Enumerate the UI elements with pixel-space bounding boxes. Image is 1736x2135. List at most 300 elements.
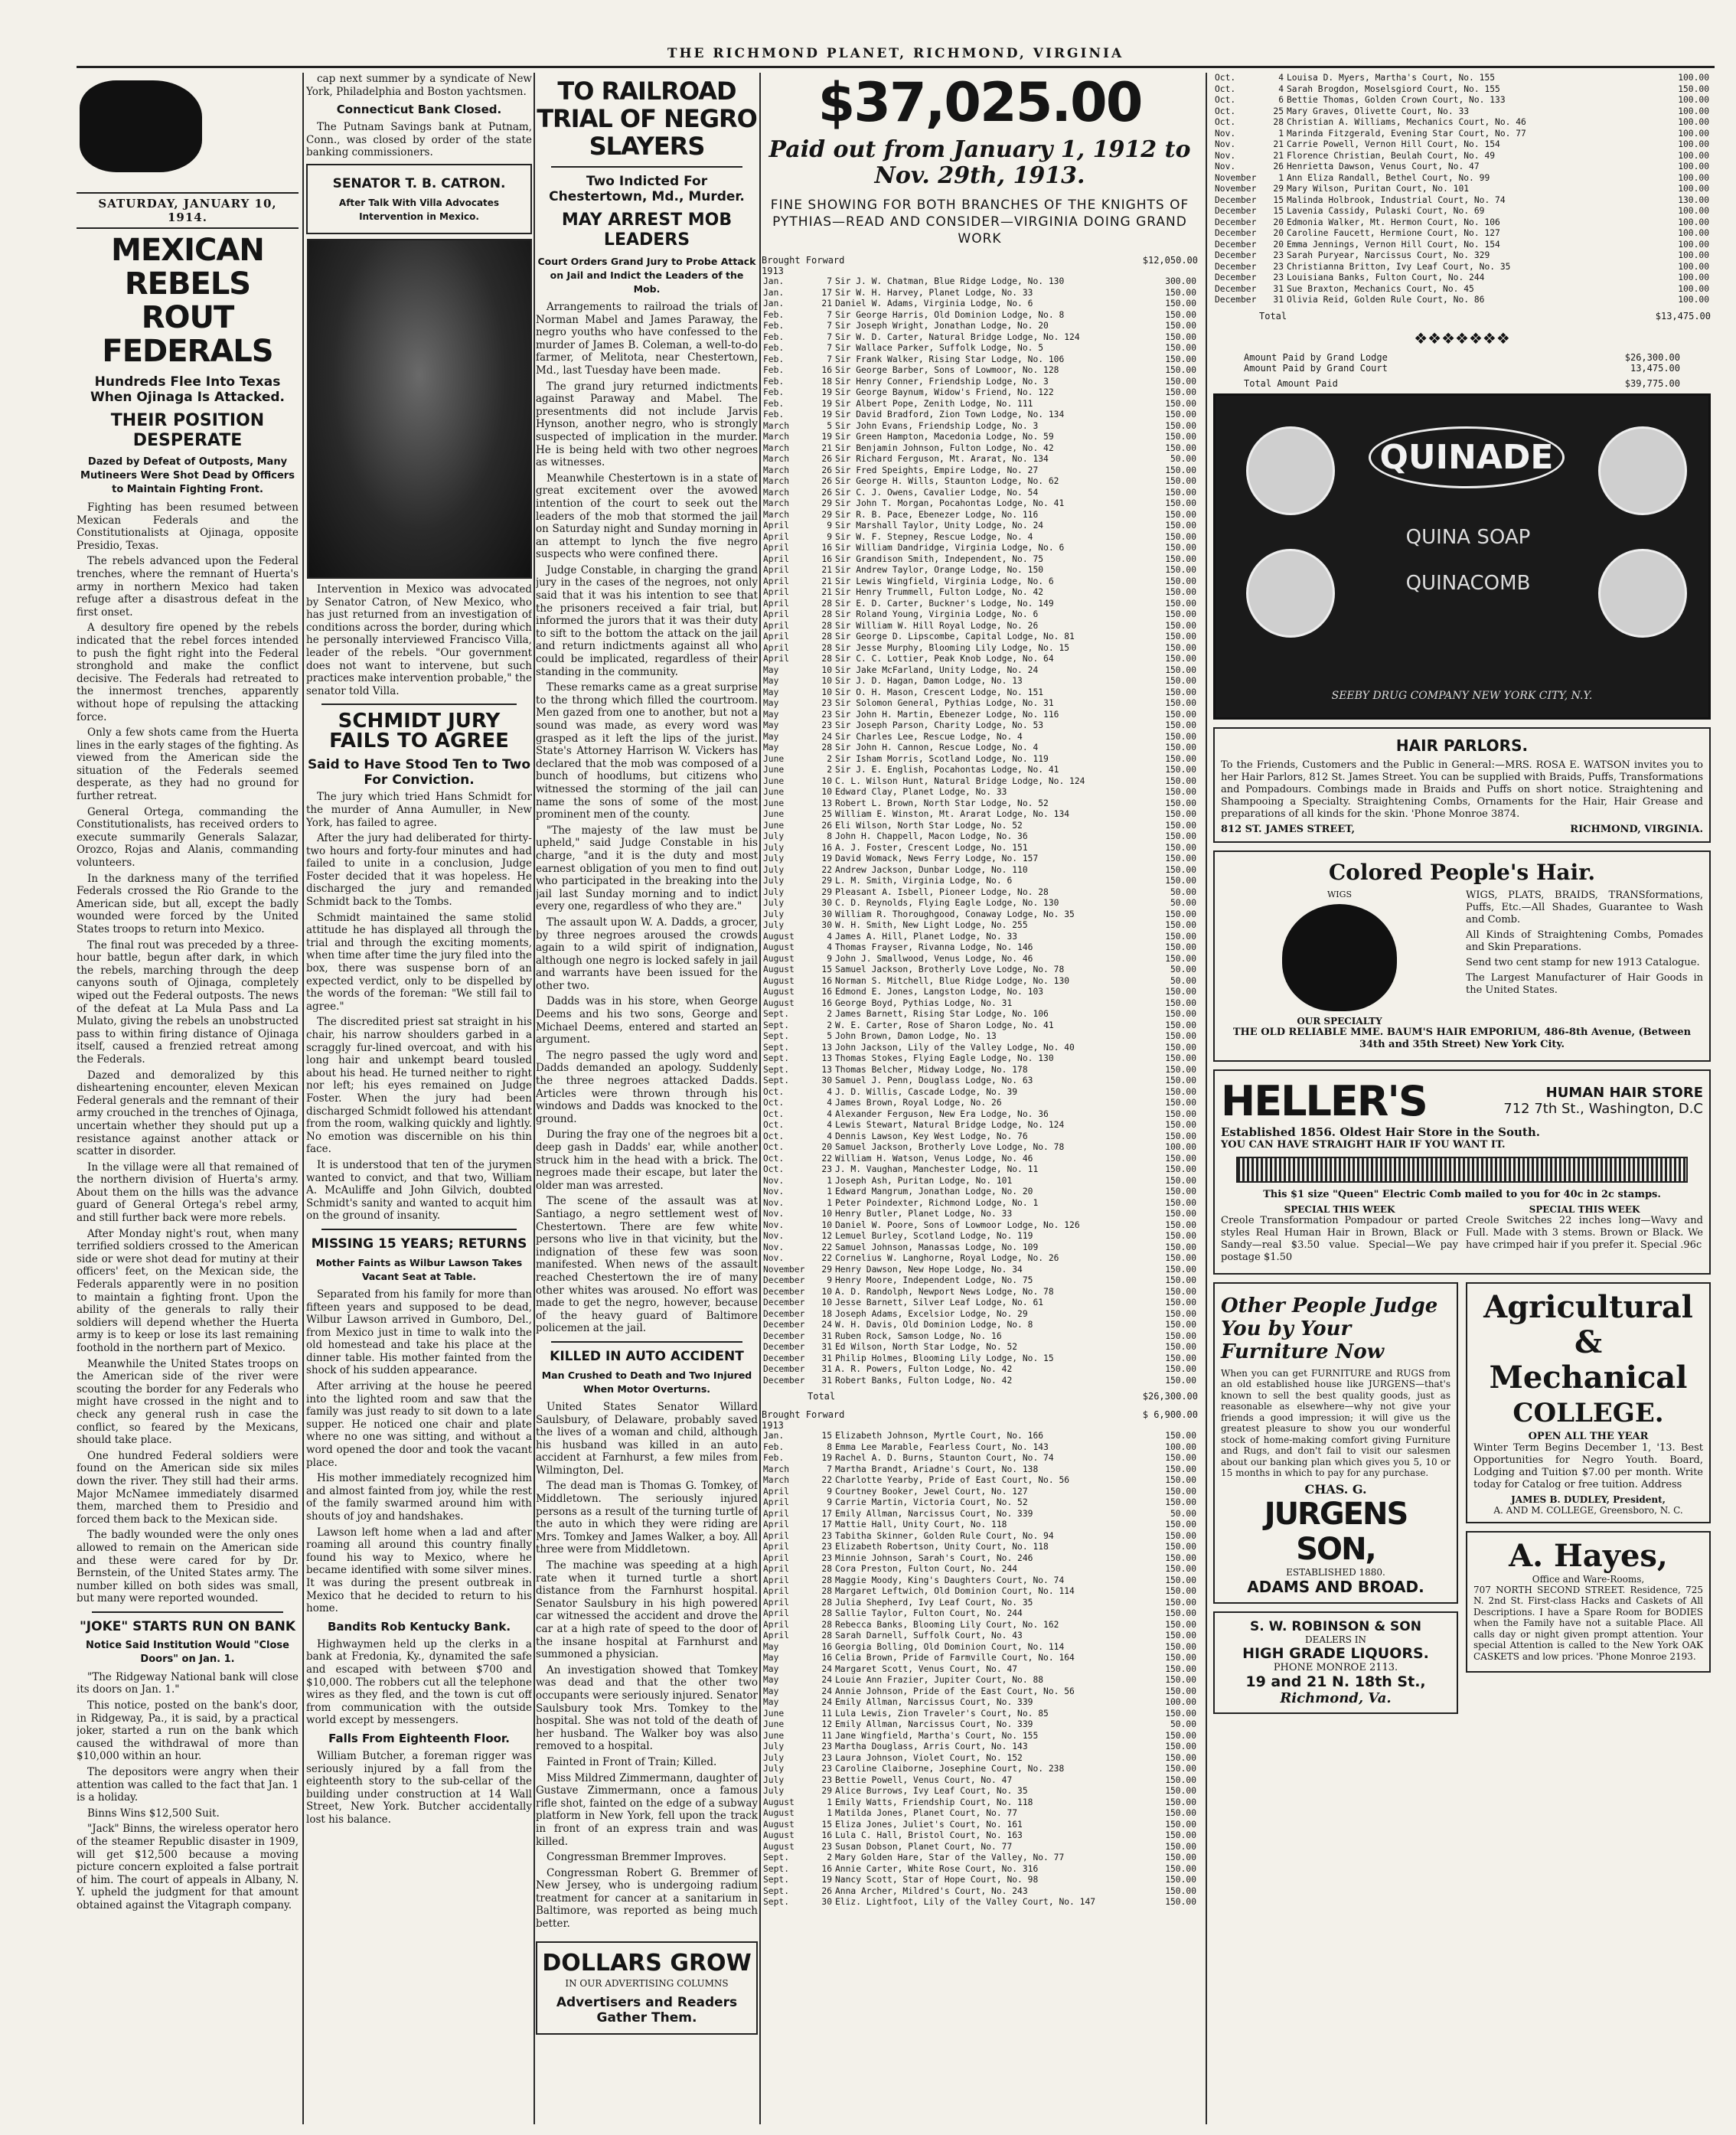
payment-day: 28	[821, 1564, 832, 1574]
payment-month: May	[763, 1686, 779, 1696]
hair-parlors-title: HAIR PARLORS.	[1395, 736, 1529, 755]
payment-row	[762, 710, 1198, 721]
payment-month: August	[763, 942, 795, 952]
payment-day: 22	[821, 1242, 832, 1252]
payment-amount: 150.00	[1165, 287, 1196, 298]
bf2-label: Brought Forward	[762, 1409, 845, 1420]
payment-month: Feb.	[763, 343, 785, 353]
payment-month: May	[763, 720, 779, 730]
payment-day: 10	[821, 664, 832, 675]
payment-row	[762, 1797, 1198, 1809]
payment-month: June	[763, 775, 785, 786]
payment-row	[762, 343, 1198, 354]
payment-month: March	[763, 432, 790, 442]
ink-smear	[80, 80, 202, 172]
payment-name: William H. Watson, Venus Lodge, No. 46	[835, 1153, 1033, 1164]
payment-row	[762, 1331, 1198, 1343]
jurgens-text: When you can get FURNITURE and RUGS from an old established house like JURGENS—that's known to sell the best quality goods, just as reasonable as elsewhere—why not give your friends a good impression; it will give us the greatest pleasure to show you our wonderful stock of home-making comfort giving Furniture and Rugs, and don't fail to visit our salesmen about our banking plan which gives you 5, 10 or 15 months in which to pay for any purchase.	[1221, 1367, 1450, 1478]
payment-row	[762, 1231, 1198, 1242]
payment-name: William E. Winston, Mt. Ararat Lodge, No. 134	[835, 809, 1070, 819]
payment-month: Feb.	[763, 365, 785, 375]
payment-row	[1213, 106, 1711, 118]
payment-name: Sallie Taylor, Fulton Court, No. 244	[835, 1608, 1023, 1618]
payment-amount: 150.00	[1165, 1108, 1196, 1119]
payment-month: July	[763, 1742, 785, 1751]
payment-row	[762, 920, 1198, 932]
payment-name: Sir Joseph Parson, Charity Lodge, No. 53	[835, 720, 1044, 730]
payment-row	[762, 1531, 1198, 1542]
payment-name: Sir Marshall Taylor, Unity Lodge, No. 24	[835, 521, 1044, 530]
payment-row	[762, 798, 1198, 810]
payment-name: Lula C. Hall, Bristol Court, No. 163	[835, 1830, 1023, 1840]
payment-amount: 150.00	[1165, 1076, 1196, 1085]
payment-day: 22	[821, 1153, 832, 1164]
headline-joke-bank: "JOKE" STARTS RUN ON BANK	[79, 1618, 296, 1634]
subhead-schmidt: Said to Have Stood Ten to Two For Conviction.	[307, 757, 531, 788]
payment-day: 31	[1273, 283, 1284, 294]
payment-amount: 150.00	[1165, 743, 1196, 752]
payment-month: April	[763, 1497, 790, 1507]
payment-month: April	[763, 576, 790, 586]
payment-amount: 150.00	[1165, 1120, 1196, 1130]
payment-row	[762, 1475, 1198, 1487]
payment-month: August	[763, 975, 795, 986]
payment-amount: 150.00	[1165, 1631, 1196, 1640]
payment-amount: 150.00	[1165, 1530, 1196, 1541]
payment-name: Eliza Jones, Juliet's Court, No. 161	[835, 1819, 1023, 1830]
yacht-text: cap next summer by a syndicate of New York, Philadelphia and Boston yachtsmen.	[306, 73, 532, 98]
payment-amount: 150.00	[1165, 1730, 1196, 1741]
payment-day: 23	[821, 1774, 832, 1785]
paragraph: During the fray one of the negroes bit a deep gash in Dadds' ear, while another struck him in the head with a brick. The negroes made their escape, but later the older man was arrested.	[536, 1128, 758, 1192]
payment-month: April	[763, 587, 790, 597]
subhead-mob-leaders: MAY ARREST MOB LEADERS	[561, 211, 733, 250]
payment-amount: 150.00	[1678, 83, 1709, 94]
payment-name: Daniel W. Adams, Virginia Lodge, No. 6	[835, 299, 1033, 308]
payment-month: April	[763, 609, 790, 619]
payment-row	[762, 887, 1198, 899]
payment-row	[762, 387, 1198, 399]
payment-amount: 100.00	[1678, 95, 1709, 105]
payment-row	[762, 1753, 1198, 1764]
payment-amount: 150.00	[1165, 1053, 1196, 1063]
payment-row	[762, 1043, 1198, 1054]
payment-name: Sir C. J. Owens, Cavalier Lodge, No. 54	[835, 487, 1039, 498]
payment-month: Nov.	[1215, 128, 1236, 139]
payment-name: Henry Butler, Planet Lodge, No. 33	[835, 1209, 1013, 1219]
payment-name: Annie Carter, White Rose Court, No. 316	[835, 1863, 1039, 1874]
payment-name: David Womack, News Ferry Lodge, No. 157	[835, 854, 1039, 863]
payment-day: 29	[821, 886, 832, 897]
payment-month: Jan.	[763, 287, 785, 298]
payment-name: Emily Watts, Friendship Court, No. 118	[835, 1797, 1033, 1807]
payment-month: April	[763, 632, 790, 641]
payment-amount: 150.00	[1165, 1641, 1196, 1652]
payment-amount: 150.00	[1165, 1275, 1196, 1285]
colored-hair-list: WIGS, PLATS, BRAIDS, TRANSformations, Puffs, Etc.—All Shades, Guarantee to Wash and Comb.	[1466, 889, 1703, 925]
payment-month: Sept.	[763, 1853, 790, 1862]
payment-amount: 150.00	[1165, 664, 1196, 675]
payment-month: March	[763, 476, 790, 486]
payment-day: 20	[1273, 217, 1284, 227]
payment-amount: 150.00	[1165, 1187, 1196, 1196]
payment-day: 1	[827, 1187, 832, 1196]
payment-month: July	[763, 854, 785, 863]
payment-amount: 150.00	[1165, 531, 1196, 542]
hayes-name: A. Hayes,	[1509, 1537, 1668, 1574]
payment-row	[762, 609, 1198, 621]
payment-day: 16	[821, 1830, 832, 1840]
divider	[551, 1341, 742, 1343]
paragraph: Only a few shots came from the Huerta lines in the early stages of the fighting. As viewed from the American side the situation of the Federals seemed desperate, as they had no ground for further retreat.	[77, 726, 299, 803]
payment-amount: 150.00	[1165, 997, 1196, 1008]
special-2-title: SPECIAL THIS WEEK	[1529, 1203, 1640, 1215]
payment-month: December	[1215, 273, 1257, 282]
payment-day: 10	[821, 787, 832, 797]
payment-amount: 150.00	[1165, 709, 1196, 720]
payment-amount: 150.00	[1165, 331, 1196, 342]
payment-name: Sir George Barber, Sons of Lowmoor, No. 128	[835, 365, 1059, 375]
payment-month: December	[763, 1342, 805, 1352]
sum2-amount: 13,475.00	[1630, 362, 1680, 374]
payment-name: W. E. Carter, Rose of Sharon Lodge, No. 41	[835, 1020, 1054, 1030]
payment-month: May	[763, 664, 779, 675]
payment-amount: 150.00	[1165, 1464, 1196, 1474]
payment-name: Sarah Puryear, Narcissus Court, No. 329	[1287, 250, 1490, 260]
payment-day: 29	[821, 1786, 832, 1796]
payment-name: Carrie Martin, Victoria Court, No. 52	[835, 1497, 1028, 1507]
payment-amount: 150.00	[1165, 809, 1196, 819]
payment-row	[762, 865, 1198, 877]
payment-name: Sir Frank Walker, Rising Star Lodge, No. 106	[835, 354, 1065, 364]
payment-day: 12	[821, 1719, 832, 1729]
payment-row	[762, 276, 1198, 288]
payment-day: 16	[821, 1863, 832, 1874]
payment-month: Sept.	[763, 1875, 790, 1885]
payment-day: 28	[821, 632, 832, 641]
payment-day: 21	[1273, 139, 1284, 149]
payment-amount: 150.00	[1165, 1841, 1196, 1852]
payment-day: 23	[1273, 273, 1284, 282]
payment-day: 2	[827, 1853, 832, 1862]
payment-month: August	[763, 987, 795, 997]
payment-month: Nov.	[763, 1231, 785, 1241]
payment-month: Jan.	[763, 299, 785, 308]
payment-name: Susan Dobson, Planet Court, No. 77	[835, 1841, 1013, 1852]
payment-amount: 150.00	[1165, 1663, 1196, 1674]
payment-amount: 150.00	[1165, 1619, 1196, 1630]
payment-amount: 150.00	[1165, 343, 1196, 353]
paragraph: Fighting has been resumed between Mexican Federals and the Constitutionalists at Ojinaga, opposite Presidio, Texas.	[77, 501, 299, 552]
payment-month: April	[763, 543, 790, 553]
payment-amount: 150.00	[1165, 1298, 1196, 1307]
payment-row	[1213, 240, 1711, 251]
payment-name: Sir Lewis Wingfield, Virginia Lodge, No. 6	[835, 576, 1054, 586]
payment-amount: 100.00	[1678, 228, 1709, 238]
paragraph: The depositors were angry when their attention was called to the fact that Jan. 1 is a holiday.	[77, 1766, 299, 1804]
college-open: OPEN ALL THE YEAR	[1528, 1430, 1649, 1442]
payment-amount: 50.00	[1170, 898, 1196, 908]
payment-name: Alice Burrows, Ivy Leaf Court, No. 35	[835, 1786, 1028, 1796]
payment-row	[1213, 173, 1711, 184]
payment-month: Oct.	[763, 1108, 785, 1119]
payment-name: Sir William Dandridge, Virginia Lodge, No. 6	[835, 543, 1065, 553]
payment-row	[762, 443, 1198, 455]
payment-name: Sir John H. Cannon, Rescue Lodge, No. 4	[835, 743, 1039, 752]
robinson-name: S. W. ROBINSON & SON	[1250, 1618, 1421, 1634]
payment-month: July	[763, 831, 785, 841]
payment-row	[762, 1065, 1198, 1076]
payment-month: July	[763, 842, 785, 853]
payment-row	[1213, 151, 1711, 162]
payment-amount: 150.00	[1165, 1875, 1196, 1885]
payment-month: December	[1215, 206, 1257, 216]
payment-row	[1213, 95, 1711, 106]
bottom-ads	[1213, 1282, 1711, 1722]
payment-row	[762, 1220, 1198, 1232]
college-address: A. AND M. COLLEGE, Greensboro, N. C.	[1493, 1504, 1683, 1516]
payment-row	[762, 321, 1198, 332]
payment-month: July	[763, 886, 785, 897]
payment-month: Nov.	[763, 1175, 785, 1186]
payment-table-lodges	[762, 276, 1198, 1386]
payment-row	[762, 643, 1198, 655]
column-5	[1213, 73, 1711, 2124]
payment-row	[762, 909, 1198, 921]
payment-amount: 150.00	[1165, 1819, 1196, 1830]
payment-name: Margaret Leftwich, Old Dominion Court, No. 114	[835, 1586, 1075, 1596]
brought-forward-2	[762, 1409, 1198, 1420]
issue-date: SATURDAY, JANUARY 10, 1914.	[77, 192, 299, 229]
payment-amount: 150.00	[1165, 1342, 1196, 1352]
payment-month: August	[763, 953, 795, 964]
payment-row	[762, 732, 1198, 743]
hayes-ad	[1466, 1531, 1711, 1673]
payment-day: 21	[821, 299, 832, 308]
payment-name: Minnie Johnson, Sarah's Court, No. 246	[835, 1552, 1033, 1563]
payment-day: 30	[821, 1076, 832, 1085]
payment-day: 29	[821, 876, 832, 886]
payment-day: 13	[821, 1042, 832, 1053]
payment-day: 13	[821, 1064, 832, 1075]
payment-name: Sir Benjamin Johnson, Fulton Lodge, No. 42	[835, 442, 1054, 453]
payment-day: 26	[821, 487, 832, 498]
payment-name: W. H. Smith, New Light Lodge, No. 255	[835, 920, 1028, 930]
payment-day: 10	[821, 1209, 832, 1219]
total3-amount: $13,475.00	[1655, 310, 1711, 322]
payment-amount: 150.00	[1165, 498, 1196, 508]
payment-amount: 150.00	[1165, 1752, 1196, 1763]
column-4-pythias	[762, 73, 1198, 2124]
dollars-grow-ad	[536, 1941, 758, 2035]
specialty-label: OUR SPECIALTY	[1297, 1015, 1382, 1027]
payment-name: Jane Wingfield, Martha's Court, No. 155	[835, 1730, 1039, 1741]
payment-month: Nov.	[1215, 150, 1236, 161]
payment-row	[762, 776, 1198, 788]
payment-row	[762, 831, 1198, 843]
payment-day: 4	[827, 1098, 832, 1108]
payment-row	[762, 1275, 1198, 1287]
payment-name: Lewis Stewart, Natural Bridge Lodge, No. 124	[835, 1120, 1065, 1130]
payment-month: Oct.	[763, 1120, 785, 1130]
paragraph: "Jack" Binns, the wireless operator hero of the steamer Republic disaster in 1909, will get $12,500 because a moving picture concern exploited a false portrait of him. The court of appeals in Albany, N. Y. upheld the judgment for that amount obtained against the Vitagraph company.	[77, 1823, 299, 1911]
payment-amount: 50.00	[1170, 975, 1196, 986]
payment-day: 31	[821, 1353, 832, 1363]
payment-day: 20	[1273, 239, 1284, 250]
payment-day: 16	[821, 997, 832, 1008]
payment-month: March	[763, 1475, 790, 1485]
quinade-ad	[1213, 393, 1711, 720]
payment-name: Tabitha Skinner, Golden Rule Court, No. 94	[835, 1530, 1054, 1541]
jurgens-ad	[1213, 1282, 1458, 1604]
payment-day: 10	[821, 1219, 832, 1230]
college-title: COLLEGE.	[1512, 1397, 1664, 1428]
college-president: JAMES B. DUDLEY, President,	[1511, 1494, 1666, 1505]
deck-auto: Man Crushed to Death and Two Injured When Motor Overturns.	[541, 1369, 752, 1395]
total-3	[1213, 311, 1711, 322]
payment-name: John Brown, Damon Lodge, No. 13	[835, 1031, 997, 1041]
payment-amount: 150.00	[1165, 1453, 1196, 1463]
payment-month: June	[763, 1719, 785, 1729]
hair-parlors-ad	[1213, 727, 1711, 843]
hair-parlors-city: RICHMOND, VIRGINIA.	[1570, 823, 1703, 835]
payment-day: 9	[827, 1497, 832, 1507]
portrait-icon	[1598, 426, 1687, 515]
payment-name: Sir J. E. English, Pocahontas Lodge, No. 41	[835, 765, 1059, 775]
payment-amount: 150.00	[1165, 731, 1196, 742]
total-1	[762, 1391, 1198, 1402]
payment-name: Sarah Brogdon, Moselsgiord Court, No. 155	[1287, 83, 1500, 94]
payment-month: Sept.	[763, 1064, 790, 1075]
payment-row	[762, 1786, 1198, 1797]
payment-amount: 150.00	[1165, 854, 1196, 863]
payment-day: 23	[821, 720, 832, 730]
payment-month: December	[763, 1298, 805, 1307]
payment-month: August	[763, 1808, 795, 1818]
payment-row	[762, 554, 1198, 566]
payment-month: December	[763, 1330, 805, 1341]
payment-month: Sept.	[763, 1009, 790, 1019]
payment-amount: 100.00	[1678, 117, 1709, 127]
payment-name: Sir John T. Morgan, Pocahontas Lodge, No. 41	[835, 498, 1065, 508]
payment-row	[762, 599, 1198, 610]
payment-month: Feb.	[763, 331, 785, 342]
headline-schmidt-jury: SCHMIDT JURY FAILS TO AGREE	[329, 710, 509, 753]
payment-day: 19	[821, 1875, 832, 1885]
paragraph: It is understood that ten of the jurymen wanted to convict, and that two, William A. McAuliffe and John Gilvich, doubted Schmidt's sanity and wanted to acquit him on the ground of insanity.	[306, 1158, 532, 1223]
payment-month: July	[763, 876, 785, 886]
payment-name: Robert Banks, Fulton Lodge, No. 42	[835, 1375, 1013, 1386]
payment-name: Sir Wallace Parker, Suffolk Lodge, No. 5	[835, 343, 1044, 353]
payment-amount: 150.00	[1165, 1575, 1196, 1585]
robinson-city: Richmond, Va.	[1280, 1689, 1392, 1706]
payment-row	[762, 621, 1198, 632]
payment-month: December	[763, 1275, 805, 1285]
payment-day: 23	[1273, 261, 1284, 272]
payment-day: 10	[821, 687, 832, 697]
payment-day: 16	[821, 553, 832, 564]
payment-row	[762, 1830, 1198, 1842]
payment-amount: 150.00	[1165, 1597, 1196, 1608]
payment-name: Caroline Claiborne, Josephine Court, No. 238	[835, 1764, 1065, 1774]
payment-amount: 150.00	[1165, 1897, 1196, 1907]
payment-name: Emily Allman, Narcissus Court, No. 339	[835, 1719, 1033, 1729]
payment-name: Sir J. D. Hagan, Damon Lodge, No. 13	[835, 676, 1023, 686]
payment-amount: 150.00	[1165, 1219, 1196, 1230]
payment-day: 21	[821, 565, 832, 575]
summary	[1213, 348, 1711, 393]
payment-row	[762, 1764, 1198, 1775]
payment-name: Alexander Ferguson, New Era Lodge, No. 36	[835, 1108, 1049, 1119]
payment-row	[762, 1497, 1198, 1509]
payment-day: 10	[821, 1286, 832, 1297]
payment-day: 16	[821, 842, 832, 853]
payment-month: August	[763, 1819, 795, 1830]
payment-row	[1213, 84, 1711, 96]
payment-day: 1	[1278, 172, 1284, 183]
payment-amount: 100.00	[1678, 150, 1709, 161]
paragraph: In the darkness many of the terrified Federals crossed the Rio Grande to the American side, but all, except the badly wounded were forced by the United States troops to return into Mexico.	[77, 872, 299, 935]
subhead-position: THEIR POSITION DESPERATE	[110, 411, 265, 450]
dollars-grow-title: DOLLARS GROW	[542, 1949, 752, 1977]
subhead-indicted: Two Indicted For Chestertown, Md., Murder.	[549, 174, 745, 204]
robinson-phone: PHONE MONROE 2113.	[1273, 1661, 1398, 1673]
paragraph: This notice, posted on the bank's door, in Ridgeway, Pa., it is said, by a practical joker, started a run on the bank which caused the withdrawal of more than $10,000 within an hour.	[77, 1699, 299, 1763]
payment-row	[762, 432, 1198, 443]
payment-day: 19	[821, 1453, 832, 1463]
payment-day: 31	[821, 1364, 832, 1374]
payment-amount: 150.00	[1165, 410, 1196, 419]
payment-day: 22	[821, 864, 832, 875]
payment-day: 31	[821, 1330, 832, 1341]
payment-amount: 150.00	[1165, 1797, 1196, 1807]
payment-day: 1	[827, 1175, 832, 1186]
payment-month: Nov.	[1215, 139, 1236, 149]
sum3-amount: $39,775.00	[1624, 377, 1680, 389]
payment-name: Cornelius W. Langhorne, Royal Lodge, No. 26	[835, 1253, 1059, 1263]
damaged-area	[77, 73, 299, 188]
payment-month: April	[763, 553, 790, 564]
payment-amount: 150.00	[1165, 1308, 1196, 1319]
payment-row	[762, 1620, 1198, 1631]
column-rule	[1206, 73, 1207, 2124]
payment-month: Oct.	[763, 1142, 785, 1152]
payment-row	[762, 1553, 1198, 1565]
falls-head: Falls From Eighteenth Floor.	[328, 1731, 510, 1745]
payment-row	[1213, 284, 1711, 295]
payment-name: Edmond E. Jones, Langston Lodge, No. 103	[835, 987, 1044, 997]
payment-row	[762, 932, 1198, 943]
payment-row	[1213, 129, 1711, 140]
special-1-text: Creole Transformation Pompadour or parted styles Real Human Hair in Brown, Black or Sandy—real $3.50 value. Special—We pay postage $1.50	[1221, 1214, 1458, 1263]
payment-row	[762, 898, 1198, 909]
payment-name: Martha Douglass, Arris Court, No. 143	[835, 1742, 1028, 1751]
payment-amount: 150.00	[1165, 609, 1196, 619]
pythias-period: Paid out from January 1, 1912 to Nov. 29th, 1913.	[768, 136, 1191, 189]
payment-row	[762, 1253, 1198, 1265]
payment-row	[1213, 250, 1711, 262]
payment-row	[762, 1131, 1198, 1143]
paragraph: Dadds was in his store, when George Deems and his two sons, George and Michael Deems, entered and started an argument.	[536, 995, 758, 1046]
payment-month: Jan.	[763, 1431, 785, 1441]
payment-amount: 150.00	[1165, 620, 1196, 631]
payment-row	[762, 1864, 1198, 1875]
payment-row	[762, 1697, 1198, 1709]
payment-day: 26	[821, 465, 832, 475]
payment-name: Louie Ann Frazier, Jupiter Court, No. 88	[835, 1675, 1044, 1685]
payment-month: Nov.	[763, 1209, 785, 1219]
payment-amount: 150.00	[1165, 1686, 1196, 1696]
